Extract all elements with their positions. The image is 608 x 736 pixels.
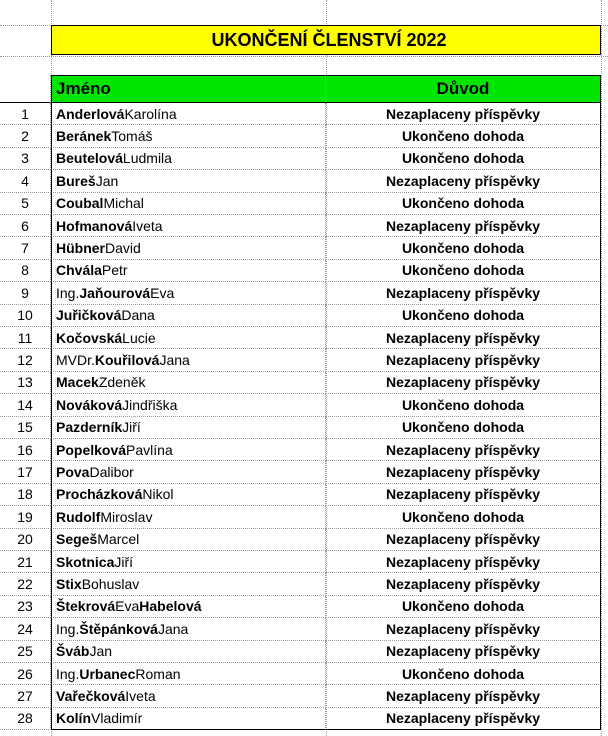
row-number-cell[interactable]	[0, 596, 51, 618]
row-number: 5	[21, 195, 29, 212]
surname: Šváb	[56, 643, 90, 660]
given-name: Lucie	[122, 329, 156, 346]
surname: Pova	[56, 464, 90, 481]
empty-cell	[601, 551, 608, 573]
given-name: Jan	[89, 643, 113, 660]
row-number-cell[interactable]	[0, 349, 51, 371]
empty-cell	[601, 125, 608, 147]
row-number: 11	[17, 329, 33, 346]
reason-text: Nezaplaceny příspěvky	[385, 329, 541, 346]
surname: Štěpánková	[79, 620, 158, 637]
reason-text: Nezaplaceny příspěvky	[385, 352, 541, 369]
row-number: 1	[21, 105, 29, 122]
name-cell[interactable]	[51, 260, 326, 282]
table-row	[0, 529, 608, 551]
reason-cell[interactable]	[326, 394, 601, 416]
row-number-cell[interactable]	[0, 506, 51, 528]
row-number: 17	[17, 464, 33, 481]
table-row	[0, 327, 608, 349]
reason-text: Ukončeno dohoda	[401, 262, 525, 279]
row-number-cell[interactable]	[0, 305, 51, 327]
row-number-cell[interactable]	[0, 148, 51, 170]
name-cell[interactable]	[51, 529, 326, 551]
reason-text: Ukončeno dohoda	[401, 419, 525, 436]
row-number-cell[interactable]	[0, 417, 51, 439]
row-number-cell[interactable]	[0, 103, 51, 125]
given-name: Miroslav	[100, 508, 153, 525]
given-name: Iveta	[125, 688, 156, 705]
name-cell[interactable]	[51, 573, 326, 595]
reason-text: Nezaplaceny příspěvky	[385, 553, 541, 570]
reason-cell[interactable]	[326, 282, 601, 304]
reason-cell[interactable]	[326, 305, 601, 327]
row-number-cell[interactable]	[0, 618, 51, 640]
surname: Rudolf	[56, 508, 101, 525]
empty-cell	[601, 484, 608, 506]
given-name: Marcel	[97, 531, 140, 548]
empty-cell	[601, 596, 608, 618]
given-name: Pavlína	[126, 441, 173, 458]
empty-cell	[601, 372, 608, 394]
reason-text: Ukončeno dohoda	[401, 307, 525, 324]
table-row	[0, 148, 608, 170]
empty-cell	[601, 573, 608, 595]
reason-cell[interactable]	[326, 439, 601, 461]
reason-text: Ukončeno dohoda	[401, 598, 525, 615]
table-row	[0, 573, 608, 595]
row-number: 16	[17, 441, 33, 458]
name-cell[interactable]	[51, 506, 326, 528]
table-row	[0, 260, 608, 282]
empty-cell	[601, 506, 608, 528]
row-number-cell[interactable]	[0, 461, 51, 483]
empty-cell	[601, 260, 608, 282]
given-name: Zdeněk	[98, 374, 146, 391]
empty-cell	[601, 170, 608, 192]
row-number: 7	[21, 240, 29, 257]
given-name: Eva	[150, 284, 175, 301]
given-name: Jindřiška	[122, 396, 178, 413]
name-cell[interactable]	[51, 484, 326, 506]
name-cell[interactable]	[51, 349, 326, 371]
name-cell[interactable]	[51, 685, 326, 707]
row-number-cell[interactable]	[0, 282, 51, 304]
name-cell[interactable]	[51, 372, 326, 394]
surname: Jaňourová	[79, 284, 151, 301]
row-number-cell[interactable]	[0, 125, 51, 147]
given-name: Ludmila	[122, 150, 172, 167]
reason-cell[interactable]	[326, 349, 601, 371]
name-cell[interactable]	[51, 618, 326, 640]
table-row	[0, 103, 608, 125]
row-number: 13	[17, 374, 33, 391]
name-prefix: Ing.	[56, 665, 80, 682]
table-row	[0, 372, 608, 394]
surname: Juřičková	[56, 307, 122, 324]
empty-cell	[601, 327, 608, 349]
surname: Anderlová	[56, 105, 125, 122]
row-number: 9	[21, 284, 29, 301]
reason-cell[interactable]	[326, 170, 601, 192]
reason-text: Nezaplaceny příspěvky	[385, 486, 541, 503]
empty-cell	[601, 148, 608, 170]
table-row	[0, 417, 608, 439]
row-number: 19	[17, 508, 33, 525]
row-number: 14	[17, 396, 33, 413]
reason-cell[interactable]	[326, 529, 601, 551]
reason-cell[interactable]	[326, 237, 601, 259]
surname: Hübner	[56, 240, 105, 257]
table-row	[0, 305, 608, 327]
surname: Kouřilová	[94, 352, 160, 369]
empty-cell	[601, 237, 608, 259]
surname: Štekrová	[56, 598, 116, 615]
surname: Stix	[56, 576, 82, 593]
row-number: 6	[21, 217, 29, 234]
table-row	[0, 618, 608, 640]
reason-text: Nezaplaceny příspěvky	[385, 576, 541, 593]
given-name: Nikol	[142, 486, 174, 503]
surname: Nováková	[56, 396, 123, 413]
name-prefix: MVDr.	[56, 352, 95, 369]
reason-text: Ukončeno dohoda	[401, 128, 525, 145]
name-prefix: Ing.	[56, 284, 80, 301]
row-number-cell[interactable]	[0, 685, 51, 707]
reason-text: Ukončeno dohoda	[401, 150, 525, 167]
table-row	[0, 193, 608, 215]
reason-cell[interactable]	[326, 372, 601, 394]
surname: Urbanec	[79, 665, 136, 682]
name-cell[interactable]	[51, 461, 326, 483]
reason-cell[interactable]	[326, 103, 601, 125]
row-number: 28	[17, 710, 33, 727]
name-cell[interactable]	[51, 327, 326, 349]
reason-cell[interactable]	[326, 708, 601, 730]
empty-cell	[601, 75, 608, 103]
row-number: 27	[17, 688, 33, 705]
given-name: David	[105, 240, 141, 257]
reason-text: Ukončeno dohoda	[401, 665, 525, 682]
name-prefix: Ing.	[56, 620, 80, 637]
reason-cell[interactable]	[326, 484, 601, 506]
name-cell[interactable]	[51, 708, 326, 730]
row-number: 24	[17, 620, 33, 637]
surname: Beránek	[56, 128, 112, 145]
given-name: Vladimír	[91, 710, 143, 727]
reason-text: Ukončeno dohoda	[401, 396, 525, 413]
name-cell[interactable]	[51, 305, 326, 327]
empty-cell	[601, 417, 608, 439]
row-number: 3	[21, 150, 29, 167]
reason-cell[interactable]	[326, 685, 601, 707]
row-number: 8	[21, 262, 29, 279]
table-row	[0, 394, 608, 416]
name-cell[interactable]	[51, 439, 326, 461]
name-cell[interactable]	[51, 125, 326, 147]
name-cell[interactable]	[51, 282, 326, 304]
given-name: Petr	[101, 262, 128, 279]
extra-surname: Habelová	[139, 598, 202, 615]
reason-text: Nezaplaceny příspěvky	[385, 217, 541, 234]
row-number-cell[interactable]	[0, 439, 51, 461]
given-name: Bohuslav	[81, 576, 140, 593]
reason-text: Nezaplaceny příspěvky	[385, 172, 541, 189]
row-number-cell[interactable]	[0, 394, 51, 416]
name-cell[interactable]	[51, 596, 326, 618]
surname: Bureš	[56, 172, 96, 189]
header-name-label: Jméno	[56, 79, 111, 98]
table-row	[0, 237, 608, 259]
row-number-cell[interactable]	[0, 708, 51, 730]
row-number-cell[interactable]	[0, 663, 51, 685]
row-number-cell[interactable]	[0, 260, 51, 282]
reason-cell[interactable]	[326, 641, 601, 663]
row-number-cell[interactable]	[0, 327, 51, 349]
empty-cell	[601, 529, 608, 551]
row-number-cell[interactable]	[0, 372, 51, 394]
reason-cell[interactable]	[326, 596, 601, 618]
empty-cell	[601, 282, 608, 304]
surname: Kolín	[56, 710, 91, 727]
row-number: 15	[17, 419, 33, 436]
row-number: 10	[17, 307, 33, 324]
row-number-cell[interactable]	[0, 237, 51, 259]
empty-cell	[601, 618, 608, 640]
empty-cell	[601, 439, 608, 461]
reason-cell[interactable]	[326, 148, 601, 170]
reason-cell[interactable]	[326, 573, 601, 595]
row-number-cell[interactable]	[0, 215, 51, 237]
surname: Chvála	[56, 262, 102, 279]
row-number: 4	[21, 172, 29, 189]
reason-text: Nezaplaceny příspěvky	[385, 284, 541, 301]
surname: Beutelová	[56, 150, 123, 167]
grid-line	[0, 56, 608, 57]
given-name: Michal	[103, 195, 144, 212]
table-row	[0, 282, 608, 304]
empty-cell	[601, 193, 608, 215]
table-row	[0, 685, 608, 707]
surname: Macek	[56, 374, 99, 391]
table-row	[0, 170, 608, 192]
row-number-cell[interactable]	[0, 529, 51, 551]
table-row	[0, 708, 608, 730]
reason-cell[interactable]	[326, 663, 601, 685]
row-number-cell[interactable]	[0, 551, 51, 573]
row-number: 26	[17, 665, 33, 682]
given-name: Tomáš	[111, 128, 153, 145]
table-row	[0, 125, 608, 147]
surname: Popelková	[56, 441, 127, 458]
row-number: 22	[17, 576, 33, 593]
header-reason-label: Důvod	[436, 79, 490, 98]
surname: Segeš	[56, 531, 98, 548]
surname: Pazderník	[56, 419, 123, 436]
row-number: 18	[17, 486, 33, 503]
reason-text: Nezaplaceny příspěvky	[385, 441, 541, 458]
table-row	[0, 349, 608, 371]
empty-cell	[601, 394, 608, 416]
header-name-cell[interactable]	[51, 75, 326, 103]
table-row	[0, 484, 608, 506]
empty-cell	[601, 708, 608, 730]
surname: Coubal	[56, 195, 104, 212]
header-row	[0, 75, 608, 103]
table-row	[0, 663, 608, 685]
row-number-cell[interactable]	[0, 484, 51, 506]
header-num-cell[interactable]	[0, 75, 51, 103]
sheet-title[interactable]	[51, 25, 601, 55]
name-cell[interactable]	[51, 417, 326, 439]
row-number-cell[interactable]	[0, 193, 51, 215]
reason-cell[interactable]	[326, 193, 601, 215]
row-number-cell[interactable]	[0, 170, 51, 192]
row-number: 23	[17, 598, 33, 615]
empty-cell	[601, 305, 608, 327]
given-name: Jan	[95, 172, 119, 189]
table-row	[0, 506, 608, 528]
reason-text: Ukončeno dohoda	[401, 508, 525, 525]
name-cell[interactable]	[51, 237, 326, 259]
reason-cell[interactable]	[326, 260, 601, 282]
reason-text: Nezaplaceny příspěvky	[385, 464, 541, 481]
name-cell[interactable]	[51, 641, 326, 663]
name-cell[interactable]	[51, 148, 326, 170]
reason-cell[interactable]	[326, 506, 601, 528]
empty-cell	[601, 103, 608, 125]
given-name: Iveta	[132, 217, 163, 234]
given-name: Jana	[159, 352, 190, 369]
reason-text: Ukončeno dohoda	[401, 240, 525, 257]
reason-text: Nezaplaceny příspěvky	[385, 620, 541, 637]
surname: Hofmanová	[56, 217, 133, 234]
name-cell[interactable]	[51, 551, 326, 573]
table-row	[0, 215, 608, 237]
reason-text: Nezaplaceny příspěvky	[385, 374, 541, 391]
surname: Kočovská	[56, 329, 123, 346]
name-cell[interactable]	[51, 394, 326, 416]
empty-cell	[601, 663, 608, 685]
row-number: 12	[17, 352, 33, 369]
name-cell[interactable]	[51, 663, 326, 685]
reason-cell[interactable]	[326, 327, 601, 349]
given-name: Karolína	[124, 105, 177, 122]
row-number: 2	[21, 128, 29, 145]
reason-cell[interactable]	[326, 618, 601, 640]
row-number-cell[interactable]	[0, 573, 51, 595]
row-number: 25	[17, 643, 33, 660]
surname: Procházková	[56, 486, 143, 503]
reason-cell[interactable]	[326, 125, 601, 147]
given-name: Jana	[157, 620, 189, 637]
name-cell[interactable]	[51, 103, 326, 125]
reason-cell[interactable]	[326, 461, 601, 483]
reason-text: Nezaplaceny příspěvky	[385, 531, 541, 548]
row-number: 21	[17, 553, 33, 570]
reason-cell[interactable]	[326, 215, 601, 237]
surname: Skotnica	[56, 553, 115, 570]
reason-cell[interactable]	[326, 551, 601, 573]
given-name: Dana	[121, 307, 155, 324]
given-name: Jiří	[114, 553, 134, 570]
empty-cell	[601, 461, 608, 483]
name-cell[interactable]	[51, 215, 326, 237]
empty-cell	[601, 349, 608, 371]
table-row	[0, 641, 608, 663]
reason-text: Nezaplaceny příspěvky	[385, 643, 541, 660]
reason-text: Nezaplaceny příspěvky	[385, 710, 541, 727]
given-name: Roman	[135, 665, 181, 682]
reason-cell[interactable]	[326, 417, 601, 439]
table-row	[0, 439, 608, 461]
empty-cell	[601, 215, 608, 237]
row-number: 20	[17, 531, 33, 548]
reason-text: Ukončeno dohoda	[401, 195, 525, 212]
surname: Vařečková	[56, 688, 126, 705]
table-row	[0, 596, 608, 618]
header-reason-cell[interactable]	[326, 75, 601, 103]
empty-cell	[601, 641, 608, 663]
table-row	[0, 551, 608, 573]
given-name: Eva	[115, 598, 140, 615]
sheet-title-text: UKONČENÍ ČLENSTVÍ 2022	[211, 29, 447, 50]
name-cell[interactable]	[51, 193, 326, 215]
table-row	[0, 461, 608, 483]
row-number-cell[interactable]	[0, 641, 51, 663]
given-name: Jiří	[122, 419, 141, 436]
name-cell[interactable]	[51, 170, 326, 192]
reason-text: Nezaplaceny příspěvky	[385, 688, 541, 705]
given-name: Dalibor	[89, 464, 134, 481]
reason-text: Nezaplaceny příspěvky	[385, 105, 541, 122]
empty-cell	[601, 685, 608, 707]
